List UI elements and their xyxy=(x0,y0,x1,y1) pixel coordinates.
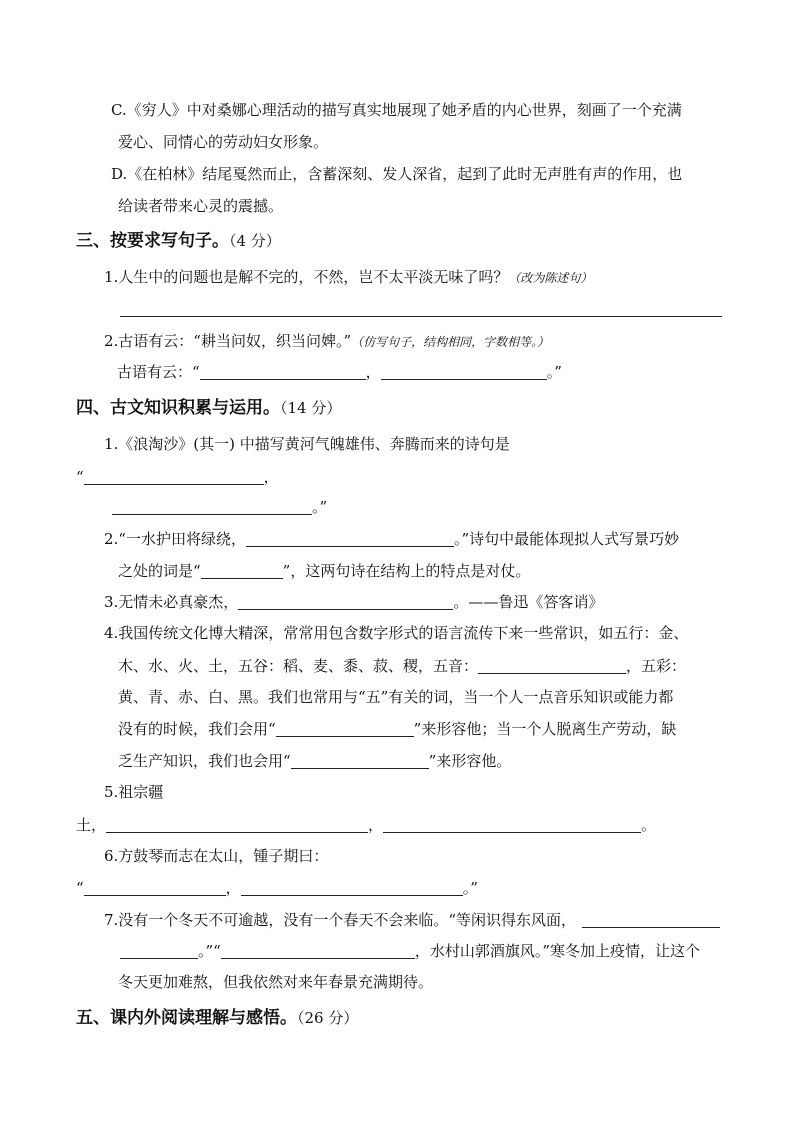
s4-q2-line2-suffix: ”，这两句诗在结构上的特点是对仗。 xyxy=(282,562,531,580)
s4-q7-blank-1[interactable] xyxy=(582,912,720,928)
s4-q1-line3 xyxy=(112,499,327,515)
s4-q6-blank-1[interactable] xyxy=(84,880,226,896)
section-4-title: 四、古文知识积累与运用。 xyxy=(76,398,280,418)
s4-q6-open-quote: “ xyxy=(76,879,84,897)
section-3-title: 三、按要求写句子。 xyxy=(76,231,229,251)
section-5-title: 五、课内外阅读理解与感悟。 xyxy=(76,1008,297,1028)
section-4-score: （14 分） xyxy=(280,399,342,417)
s4-q6-blank-2[interactable] xyxy=(241,880,463,896)
s3-q1-note: （改为陈述句） xyxy=(508,271,593,285)
s4-q4-line1: 4.我国传统文化博大精深，常常用包含数字形式的语言流传下来一些常识，如五行：金、 xyxy=(104,624,689,642)
s4-q4-line4-suffix: ”来形容他；当一个人脱离生产劳动，缺 xyxy=(413,720,677,738)
s3-q2-answer-prefix: 古语有云：“ xyxy=(117,363,200,381)
section-5-heading xyxy=(76,1010,358,1027)
s4-q7-line1 xyxy=(104,912,720,928)
s4-q2-blank-1[interactable] xyxy=(246,531,454,547)
option-d-line2: 给读者带来心灵的震撼。 xyxy=(118,197,284,215)
option-c-line1: C.《穷人》中对桑娜心理活动的描写真实地展现了她矛盾的内心世界，刻画了一个充满 xyxy=(111,101,682,119)
s3-q2-answer xyxy=(117,364,562,380)
s4-q4-line4-prefix: 没有的时候，我们会用“ xyxy=(118,720,276,738)
s4-q4-blank-3[interactable] xyxy=(291,753,429,769)
s4-q4-line2 xyxy=(118,658,686,674)
section-3-heading xyxy=(76,233,281,250)
s4-q2-line2 xyxy=(118,563,530,579)
s4-q1-blank-1[interactable] xyxy=(84,469,264,485)
s4-q4-blank-2[interactable] xyxy=(276,721,414,737)
s3-q1-text: 1.人生中的问题也是解不完的，不然，岂不太平淡无味了吗？ xyxy=(104,268,509,286)
s4-q1-text: 1.《浪淘沙》(其一) 中描写黄河气魄雄伟、奔腾而来的诗句是 xyxy=(104,435,510,453)
s4-q6-line2 xyxy=(76,880,478,896)
s4-q4-line4 xyxy=(118,721,676,737)
s4-q3 xyxy=(104,594,603,610)
s4-q6-close: 。” xyxy=(462,879,478,897)
s4-q2-prefix: 2.“一水护田将绿绕， xyxy=(104,530,246,548)
s4-q7-line2 xyxy=(120,943,700,959)
s4-q2-line2-prefix: 之处的词是“ xyxy=(118,562,201,580)
s4-q4-line2-suffix: ，五彩： xyxy=(626,657,687,675)
s4-q5-comma: ， xyxy=(368,816,384,834)
s3-q2-answer-comma: ， xyxy=(365,363,381,381)
s4-q7-line2-mid: 。”“ xyxy=(198,942,221,960)
s3-q2-text: 2.古语有云：“耕当问奴，织当问婢。” xyxy=(104,332,352,350)
option-d-line1: D.《在柏林》结尾戛然而止，含蓄深刻、发人深省，起到了此时无声胜有声的作用，也 xyxy=(111,165,683,183)
s4-q2-blank-2[interactable] xyxy=(201,563,283,579)
s4-q3-suffix: 。——鲁迅《答客诮》 xyxy=(453,593,604,611)
s4-q4-line5-suffix: ”来形容他。 xyxy=(428,752,512,770)
s4-q2-line1 xyxy=(104,531,679,547)
s4-q3-blank[interactable] xyxy=(238,594,453,610)
s4-q4-line5-prefix: 乏生产知识，我们也会用“ xyxy=(118,752,291,770)
s4-q7-line3: 冬天更加难熬，但我依然对来年春景充满期待。 xyxy=(118,973,434,991)
s4-q6-text: 6.方鼓琴而志在太山，锺子期曰： xyxy=(104,847,329,865)
s4-q5-blank-1[interactable] xyxy=(106,817,368,833)
s4-q4-line5 xyxy=(118,753,511,769)
s3-q2-answer-suffix: 。” xyxy=(546,363,562,381)
s4-q2-suffix: 。”诗句中最能体现拟人式写景巧妙 xyxy=(453,530,680,548)
s4-q7-line1-text: 7.没有一个冬天不可逾越，没有一个春天不会来临。“等闲识得东风面， xyxy=(104,911,576,929)
section-5-score: （26 分） xyxy=(297,1009,359,1027)
s4-q1-line2 xyxy=(76,469,279,485)
s3-q1 xyxy=(104,270,592,285)
s4-q5-text: 5.祖宗疆 xyxy=(104,783,164,801)
s3-q2-blank-2[interactable] xyxy=(381,364,547,380)
s3-q1-answer-line[interactable] xyxy=(120,316,722,317)
option-c-line2: 爱心、同情心的劳动妇女形象。 xyxy=(118,133,329,151)
s4-q1-close: 。” xyxy=(312,498,328,516)
s4-q5-line2-prefix: 土， xyxy=(76,816,107,834)
s4-q1-comma: ， xyxy=(263,468,279,486)
s4-q1-open-quote: “ xyxy=(76,468,84,486)
s4-q4-blank-1[interactable] xyxy=(478,658,626,674)
s4-q4-line2-prefix: 木、水、火、土，五谷：稻、麦、黍、菽、稷，五音： xyxy=(118,657,479,675)
s4-q5-blank-2[interactable] xyxy=(383,817,641,833)
s4-q7-blank-2[interactable] xyxy=(221,943,415,959)
section-3-score: （4 分） xyxy=(229,232,281,250)
s4-q4-line3: 黄、青、赤、白、黑。我们也常用与“五”有关的词，当一个人一点音乐知识或能力都 xyxy=(118,688,674,706)
s3-q2-note: （仿写句子，结构相同，字数相等。） xyxy=(351,335,550,349)
section-4-heading xyxy=(76,400,341,417)
s3-q2 xyxy=(104,334,549,349)
s3-q2-blank-1[interactable] xyxy=(200,364,366,380)
s4-q5-end: 。 xyxy=(641,816,657,834)
s4-q5-line2 xyxy=(76,817,656,833)
s4-q7-blank-1-cont[interactable] xyxy=(120,943,198,959)
s4-q6-comma: ， xyxy=(225,879,241,897)
s4-q7-line2-suffix: ，水村山郭酒旗风。”寒冬加上疫情，让这个 xyxy=(414,942,701,960)
s4-q3-prefix: 3.无情未必真豪杰， xyxy=(104,593,239,611)
s4-q1-blank-2[interactable] xyxy=(112,499,312,515)
